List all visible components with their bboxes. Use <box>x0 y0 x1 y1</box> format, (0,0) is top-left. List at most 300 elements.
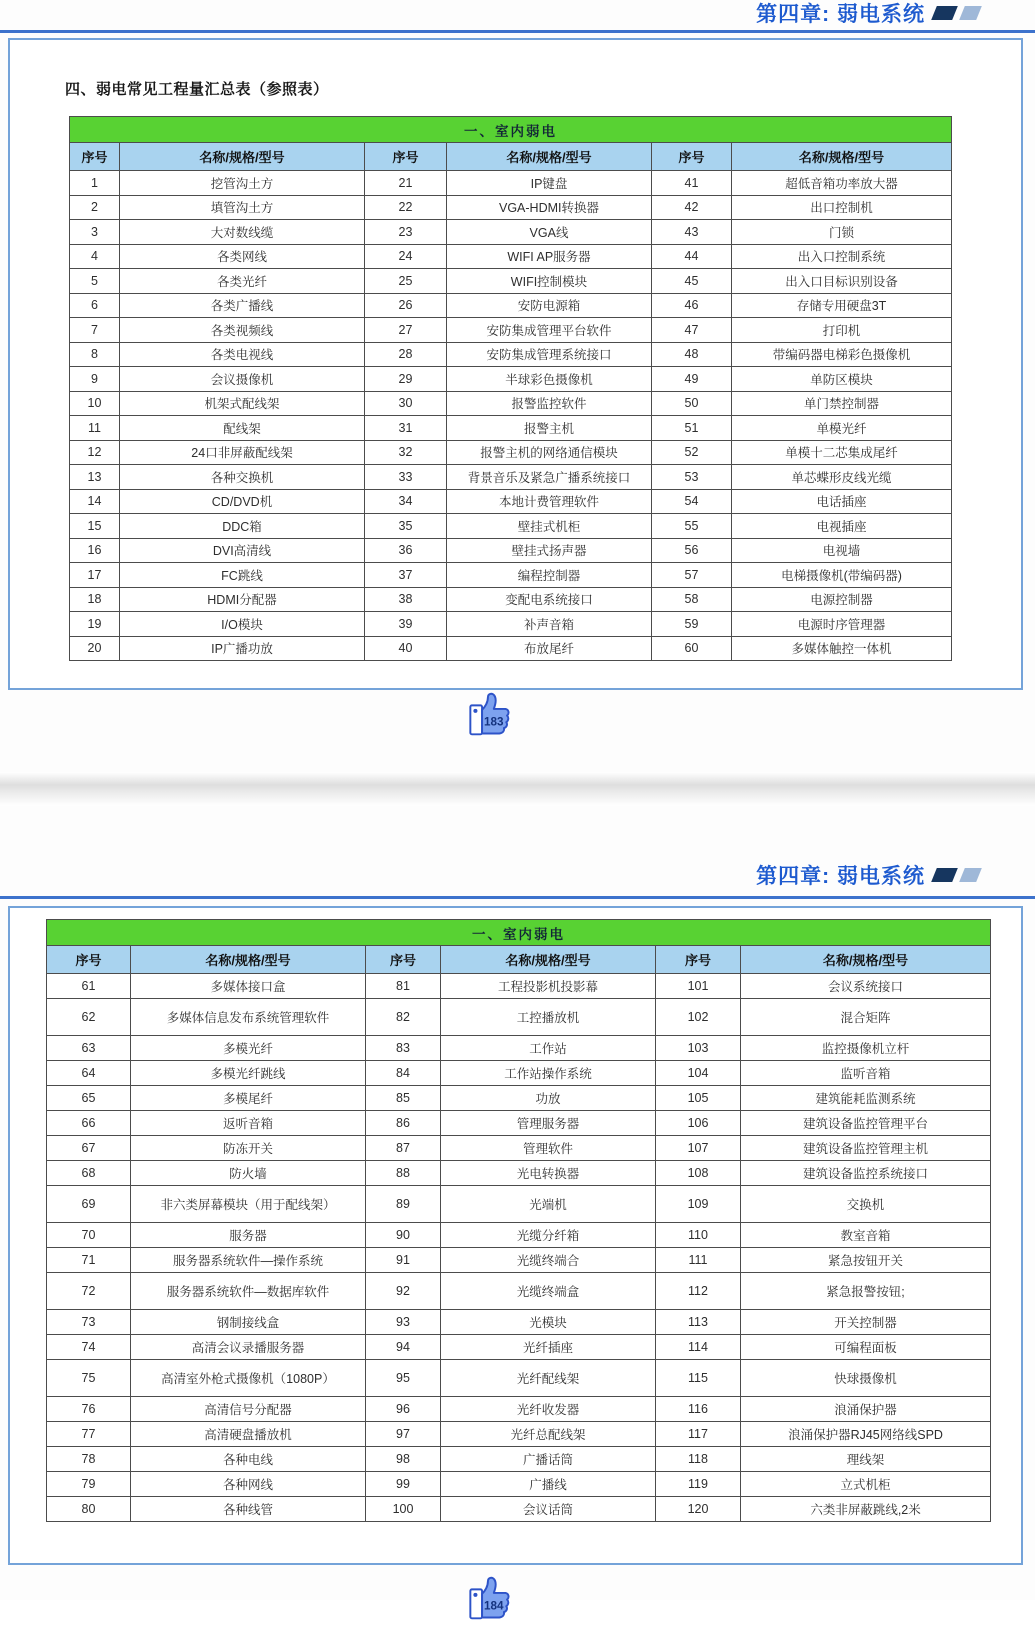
row-number-cell: 59 <box>652 612 732 637</box>
table-row <box>70 195 952 220</box>
table-row <box>70 342 952 367</box>
item-name-cell: 建筑设备监控管理主机 <box>741 1136 991 1161</box>
row-number-cell: 93 <box>366 1310 441 1335</box>
table-row <box>70 220 952 245</box>
row-number-cell: 4 <box>70 244 120 269</box>
table-row <box>70 171 952 196</box>
item-name-cell: 各种电线 <box>131 1447 366 1472</box>
row-number-cell: 64 <box>47 1061 131 1086</box>
row-number-cell: 114 <box>656 1335 741 1360</box>
table-row <box>47 974 991 999</box>
item-name-cell: 管理服务器 <box>441 1111 656 1136</box>
item-name-cell: 安防集成管理平台软件 <box>447 318 652 343</box>
table-row <box>47 1061 991 1086</box>
table-row <box>70 293 952 318</box>
item-name-cell: WIFI AP服务器 <box>447 244 652 269</box>
row-number-cell: 68 <box>47 1161 131 1186</box>
row-number-cell: 78 <box>47 1447 131 1472</box>
row-number-cell: 2 <box>70 195 120 220</box>
table-row <box>70 318 952 343</box>
summary-table <box>69 116 952 661</box>
row-number-cell: 99 <box>366 1472 441 1497</box>
row-number-cell: 73 <box>47 1310 131 1335</box>
row-number-cell: 115 <box>656 1360 741 1397</box>
table-row <box>47 1273 991 1310</box>
row-number-cell: 87 <box>366 1136 441 1161</box>
row-number-cell: 56 <box>652 538 732 563</box>
row-number-cell: 91 <box>366 1248 441 1273</box>
item-name-cell: 多媒体接口盒 <box>131 974 366 999</box>
item-name-cell: 会议系统接口 <box>741 974 991 999</box>
row-number-cell: 12 <box>70 440 120 465</box>
row-number-cell: 22 <box>365 195 447 220</box>
item-name-cell: 各类广播线 <box>120 293 365 318</box>
row-number-cell: 89 <box>366 1186 441 1223</box>
col-header-name: 名称/规格/型号 <box>447 143 652 171</box>
row-number-cell: 110 <box>656 1223 741 1248</box>
row-number-cell: 17 <box>70 563 120 588</box>
row-number-cell: 74 <box>47 1335 131 1360</box>
item-name-cell: 大对数线缆 <box>120 220 365 245</box>
item-name-cell: 高清会议录播服务器 <box>131 1335 366 1360</box>
row-number-cell: 49 <box>652 367 732 392</box>
item-name-cell: 建筑设备监控系统接口 <box>741 1161 991 1186</box>
item-name-cell: 24口非屏蔽配线架 <box>120 440 365 465</box>
accent-parallelogram-light-icon <box>959 868 982 882</box>
table-row <box>47 1136 991 1161</box>
item-name-cell: 各类电视线 <box>120 342 365 367</box>
row-number-cell: 32 <box>365 440 447 465</box>
item-name-cell: 报警监控软件 <box>447 391 652 416</box>
item-name-cell: 光电转换器 <box>441 1161 656 1186</box>
row-number-cell: 95 <box>366 1360 441 1397</box>
item-name-cell: 电话插座 <box>732 489 952 514</box>
row-number-cell: 80 <box>47 1497 131 1522</box>
row-number-cell: 120 <box>656 1497 741 1522</box>
item-name-cell: 非六类屏幕模块（用于配线架） <box>131 1186 366 1223</box>
row-number-cell: 39 <box>365 612 447 637</box>
page-number-badge <box>468 688 518 740</box>
table-row <box>70 367 952 392</box>
item-name-cell: 交换机 <box>741 1186 991 1223</box>
row-number-cell: 105 <box>656 1086 741 1111</box>
row-number-cell: 85 <box>366 1086 441 1111</box>
table-row <box>47 1248 991 1273</box>
item-name-cell: 防火墙 <box>131 1161 366 1186</box>
column-header-row <box>47 946 991 974</box>
item-name-cell: 单芯蝶形皮线光缆 <box>732 465 952 490</box>
row-number-cell: 82 <box>366 999 441 1036</box>
row-number-cell: 55 <box>652 514 732 539</box>
item-name-cell: 配线架 <box>120 416 365 441</box>
row-number-cell: 3 <box>70 220 120 245</box>
item-name-cell: 会议话筒 <box>441 1497 656 1522</box>
page-gap <box>0 772 1035 806</box>
accent-parallelogram-light-icon <box>959 6 982 20</box>
row-number-cell: 60 <box>652 636 732 661</box>
row-number-cell: 108 <box>656 1161 741 1186</box>
table-row <box>47 1223 991 1248</box>
row-number-cell: 28 <box>365 342 447 367</box>
table-row <box>70 489 952 514</box>
item-name-cell: 建筑能耗监测系统 <box>741 1086 991 1111</box>
item-name-cell: 理线架 <box>741 1447 991 1472</box>
item-name-cell: 打印机 <box>732 318 952 343</box>
item-name-cell: 紧急按钮开关 <box>741 1248 991 1273</box>
item-name-cell: 机架式配线架 <box>120 391 365 416</box>
row-number-cell: 88 <box>366 1161 441 1186</box>
item-name-cell: 浪涌保护器 <box>741 1397 991 1422</box>
item-name-cell: 各类光纤 <box>120 269 365 294</box>
row-number-cell: 34 <box>365 489 447 514</box>
row-number-cell: 30 <box>365 391 447 416</box>
row-number-cell: 111 <box>656 1248 741 1273</box>
item-name-cell: 工作站 <box>441 1036 656 1061</box>
item-name-cell: 单防区模块 <box>732 367 952 392</box>
item-name-cell: 电源控制器 <box>732 587 952 612</box>
item-name-cell: 高清硬盘播放机 <box>131 1422 366 1447</box>
table-row <box>70 636 952 661</box>
table-row <box>47 1086 991 1111</box>
item-name-cell: 教室音箱 <box>741 1223 991 1248</box>
row-number-cell: 27 <box>365 318 447 343</box>
item-name-cell: 单门禁控制器 <box>732 391 952 416</box>
row-number-cell: 19 <box>70 612 120 637</box>
row-number-cell: 33 <box>365 465 447 490</box>
section-title-cell: 一、室内弱电 <box>47 920 991 946</box>
item-name-cell: 光缆终端合 <box>441 1248 656 1273</box>
item-name-cell: 浪涌保护器RJ45网络线SPD <box>741 1422 991 1447</box>
row-number-cell: 61 <box>47 974 131 999</box>
row-number-cell: 54 <box>652 489 732 514</box>
item-name-cell: 会议摄像机 <box>120 367 365 392</box>
row-number-cell: 47 <box>652 318 732 343</box>
item-name-cell: 混合矩阵 <box>741 999 991 1036</box>
row-number-cell: 29 <box>365 367 447 392</box>
thumbs-up-icon <box>468 688 518 740</box>
row-number-cell: 101 <box>656 974 741 999</box>
row-number-cell: 6 <box>70 293 120 318</box>
item-name-cell: 管理软件 <box>441 1136 656 1161</box>
item-name-cell: 布放尾纤 <box>447 636 652 661</box>
table-row <box>47 1397 991 1422</box>
row-number-cell: 15 <box>70 514 120 539</box>
row-number-cell: 112 <box>656 1273 741 1310</box>
chapter-header <box>756 860 979 890</box>
row-number-cell: 66 <box>47 1111 131 1136</box>
row-number-cell: 65 <box>47 1086 131 1111</box>
item-name-cell: 壁挂式扬声器 <box>447 538 652 563</box>
item-name-cell: 各种网线 <box>131 1472 366 1497</box>
row-number-cell: 86 <box>366 1111 441 1136</box>
item-name-cell: 光纤总配线架 <box>441 1422 656 1447</box>
item-name-cell: 电视墙 <box>732 538 952 563</box>
chapter-title: 第四章: 弱电系统 <box>756 3 925 26</box>
item-name-cell: 壁挂式机柜 <box>447 514 652 539</box>
item-name-cell: 安防电源箱 <box>447 293 652 318</box>
row-number-cell: 43 <box>652 220 732 245</box>
row-number-cell: 58 <box>652 587 732 612</box>
item-name-cell: 钢制接线盒 <box>131 1310 366 1335</box>
row-number-cell: 36 <box>365 538 447 563</box>
item-name-cell: 可编程面板 <box>741 1335 991 1360</box>
row-number-cell: 51 <box>652 416 732 441</box>
row-number-cell: 52 <box>652 440 732 465</box>
table-row <box>47 1497 991 1522</box>
page-number-text: 183 <box>484 715 504 729</box>
col-header-name: 名称/规格/型号 <box>732 143 952 171</box>
item-name-cell: 紧急报警按钮; <box>741 1273 991 1310</box>
doc-title: 四、弱电常见工程量汇总表（参照表） <box>65 81 329 98</box>
column-header-row <box>70 143 952 171</box>
row-number-cell: 35 <box>365 514 447 539</box>
item-name-cell: 高清信号分配器 <box>131 1397 366 1422</box>
item-name-cell: 出口控制机 <box>732 195 952 220</box>
row-number-cell: 119 <box>656 1472 741 1497</box>
accent-parallelogram-dark-icon <box>931 868 958 882</box>
row-number-cell: 45 <box>652 269 732 294</box>
section-title-cell: 一、室内弱电 <box>70 117 952 143</box>
row-number-cell: 42 <box>652 195 732 220</box>
table-row <box>47 1036 991 1061</box>
item-name-cell: 返听音箱 <box>131 1111 366 1136</box>
row-number-cell: 13 <box>70 465 120 490</box>
header-rule <box>0 896 1035 899</box>
table-row <box>70 391 952 416</box>
row-number-cell: 14 <box>70 489 120 514</box>
table-row <box>47 999 991 1036</box>
item-name-cell: I/O模块 <box>120 612 365 637</box>
item-name-cell: 光纤收发器 <box>441 1397 656 1422</box>
item-name-cell: 单模光纤 <box>732 416 952 441</box>
summary-table <box>46 919 991 1522</box>
row-number-cell: 71 <box>47 1248 131 1273</box>
item-name-cell: 超低音箱功率放大器 <box>732 171 952 196</box>
item-name-cell: 多媒体触控一体机 <box>732 636 952 661</box>
section-title-row <box>70 117 952 143</box>
row-number-cell: 9 <box>70 367 120 392</box>
item-name-cell: 工作站操作系统 <box>441 1061 656 1086</box>
section-title-row <box>47 920 991 946</box>
item-name-cell: 补声音箱 <box>447 612 652 637</box>
row-number-cell: 70 <box>47 1223 131 1248</box>
col-header-num: 序号 <box>366 946 441 974</box>
item-name-cell: 快球摄像机 <box>741 1360 991 1397</box>
table-row <box>47 1422 991 1447</box>
page-frame <box>8 906 1023 1565</box>
row-number-cell: 48 <box>652 342 732 367</box>
item-name-cell: WIFI控制模块 <box>447 269 652 294</box>
item-name-cell: 光模块 <box>441 1310 656 1335</box>
item-name-cell: 监听音箱 <box>741 1061 991 1086</box>
table-row <box>47 1360 991 1397</box>
item-name-cell: 带编码器电梯彩色摄像机 <box>732 342 952 367</box>
item-name-cell: 建筑设备监控管理平台 <box>741 1111 991 1136</box>
col-header-num: 序号 <box>70 143 120 171</box>
row-number-cell: 7 <box>70 318 120 343</box>
col-header-num: 序号 <box>656 946 741 974</box>
row-number-cell: 24 <box>365 244 447 269</box>
item-name-cell: 广播线 <box>441 1472 656 1497</box>
item-name-cell: 防冻开关 <box>131 1136 366 1161</box>
row-number-cell: 103 <box>656 1036 741 1061</box>
item-name-cell: 挖管沟土方 <box>120 171 365 196</box>
item-name-cell: FC跳线 <box>120 563 365 588</box>
item-name-cell: 各类网线 <box>120 244 365 269</box>
row-number-cell: 1 <box>70 171 120 196</box>
item-name-cell: 光缆终端盒 <box>441 1273 656 1310</box>
row-number-cell: 79 <box>47 1472 131 1497</box>
row-number-cell: 20 <box>70 636 120 661</box>
table-row <box>47 1310 991 1335</box>
item-name-cell: 六类非屏蔽跳线,2米 <box>741 1497 991 1522</box>
table-row <box>70 612 952 637</box>
row-number-cell: 40 <box>365 636 447 661</box>
table-row <box>47 1186 991 1223</box>
item-name-cell: 门锁 <box>732 220 952 245</box>
item-name-cell: 半球彩色摄像机 <box>447 367 652 392</box>
item-name-cell: 服务器系统软件—操作系统 <box>131 1248 366 1273</box>
item-name-cell: IP广播功放 <box>120 636 365 661</box>
row-number-cell: 67 <box>47 1136 131 1161</box>
row-number-cell: 75 <box>47 1360 131 1397</box>
item-name-cell: 各种交换机 <box>120 465 365 490</box>
table-row <box>70 244 952 269</box>
row-number-cell: 81 <box>366 974 441 999</box>
item-name-cell: IP键盘 <box>447 171 652 196</box>
row-number-cell: 11 <box>70 416 120 441</box>
item-name-cell: 工控播放机 <box>441 999 656 1036</box>
page-frame <box>8 38 1023 690</box>
row-number-cell: 31 <box>365 416 447 441</box>
row-number-cell: 106 <box>656 1111 741 1136</box>
item-name-cell: 光端机 <box>441 1186 656 1223</box>
item-name-cell: 存储专用硬盘3T <box>732 293 952 318</box>
row-number-cell: 26 <box>365 293 447 318</box>
table-row <box>47 1111 991 1136</box>
row-number-cell: 94 <box>366 1335 441 1360</box>
item-name-cell: 各种线管 <box>131 1497 366 1522</box>
row-number-cell: 44 <box>652 244 732 269</box>
item-name-cell: DDC箱 <box>120 514 365 539</box>
item-name-cell: 立式机柜 <box>741 1472 991 1497</box>
table-row <box>70 440 952 465</box>
item-name-cell: 编程控制器 <box>447 563 652 588</box>
row-number-cell: 107 <box>656 1136 741 1161</box>
item-name-cell: 开关控制器 <box>741 1310 991 1335</box>
row-number-cell: 118 <box>656 1447 741 1472</box>
table-row <box>47 1472 991 1497</box>
row-number-cell: 18 <box>70 587 120 612</box>
thumbs-up-icon <box>468 1572 518 1624</box>
col-header-num: 序号 <box>365 143 447 171</box>
row-number-cell: 37 <box>365 563 447 588</box>
item-name-cell: 多媒体信息发布系统管理软件 <box>131 999 366 1036</box>
row-number-cell: 5 <box>70 269 120 294</box>
item-name-cell: 出入口目标识别设备 <box>732 269 952 294</box>
row-number-cell: 98 <box>366 1447 441 1472</box>
table-row <box>70 514 952 539</box>
table-row <box>70 269 952 294</box>
item-name-cell: 服务器 <box>131 1223 366 1248</box>
item-name-cell: 电源时序管理器 <box>732 612 952 637</box>
item-name-cell: 服务器系统软件—数据库软件 <box>131 1273 366 1310</box>
table-row <box>70 563 952 588</box>
row-number-cell: 53 <box>652 465 732 490</box>
row-number-cell: 21 <box>365 171 447 196</box>
page-number-text: 184 <box>484 1599 504 1613</box>
row-number-cell: 117 <box>656 1422 741 1447</box>
row-number-cell: 8 <box>70 342 120 367</box>
table-row <box>70 416 952 441</box>
table-row <box>47 1335 991 1360</box>
row-number-cell: 10 <box>70 391 120 416</box>
item-name-cell: 广播话筒 <box>441 1447 656 1472</box>
item-name-cell: VGA线 <box>447 220 652 245</box>
row-number-cell: 116 <box>656 1397 741 1422</box>
item-name-cell: 多模尾纤 <box>131 1086 366 1111</box>
row-number-cell: 113 <box>656 1310 741 1335</box>
item-name-cell: 报警主机的网络通信模块 <box>447 440 652 465</box>
row-number-cell: 50 <box>652 391 732 416</box>
row-number-cell: 72 <box>47 1273 131 1310</box>
item-name-cell: 报警主机 <box>447 416 652 441</box>
page-number-badge <box>468 1572 518 1624</box>
item-name-cell: VGA-HDMI转换器 <box>447 195 652 220</box>
col-header-num: 序号 <box>652 143 732 171</box>
row-number-cell: 83 <box>366 1036 441 1061</box>
row-number-cell: 109 <box>656 1186 741 1223</box>
row-number-cell: 100 <box>366 1497 441 1522</box>
row-number-cell: 25 <box>365 269 447 294</box>
row-number-cell: 38 <box>365 587 447 612</box>
table-row <box>47 1447 991 1472</box>
item-name-cell: 背景音乐及紧急广播系统接口 <box>447 465 652 490</box>
item-name-cell: 光纤配线架 <box>441 1360 656 1397</box>
row-number-cell: 77 <box>47 1422 131 1447</box>
item-name-cell: 安防集成管理系统接口 <box>447 342 652 367</box>
row-number-cell: 76 <box>47 1397 131 1422</box>
row-number-cell: 92 <box>366 1273 441 1310</box>
item-name-cell: 工程投影机投影幕 <box>441 974 656 999</box>
row-number-cell: 63 <box>47 1036 131 1061</box>
item-name-cell: 多模光纤 <box>131 1036 366 1061</box>
row-number-cell: 84 <box>366 1061 441 1086</box>
item-name-cell: 变配电系统接口 <box>447 587 652 612</box>
item-name-cell: 出入口控制系统 <box>732 244 952 269</box>
chapter-title: 第四章: 弱电系统 <box>756 865 925 888</box>
item-name-cell: 监控摄像机立杆 <box>741 1036 991 1061</box>
row-number-cell: 57 <box>652 563 732 588</box>
row-number-cell: 102 <box>656 999 741 1036</box>
col-header-name: 名称/规格/型号 <box>741 946 991 974</box>
item-name-cell: 填管沟土方 <box>120 195 365 220</box>
item-name-cell: 各类视频线 <box>120 318 365 343</box>
col-header-name: 名称/规格/型号 <box>120 143 365 171</box>
item-name-cell: 电视插座 <box>732 514 952 539</box>
table-row <box>47 1161 991 1186</box>
col-header-name: 名称/规格/型号 <box>441 946 656 974</box>
row-number-cell: 41 <box>652 171 732 196</box>
item-name-cell: 单模十二芯集成尾纤 <box>732 440 952 465</box>
header-rule <box>0 30 1035 33</box>
row-number-cell: 90 <box>366 1223 441 1248</box>
row-number-cell: 104 <box>656 1061 741 1086</box>
chapter-header <box>756 0 979 28</box>
item-name-cell: DVI高清线 <box>120 538 365 563</box>
item-name-cell: CD/DVD机 <box>120 489 365 514</box>
item-name-cell: 光缆分纤箱 <box>441 1223 656 1248</box>
